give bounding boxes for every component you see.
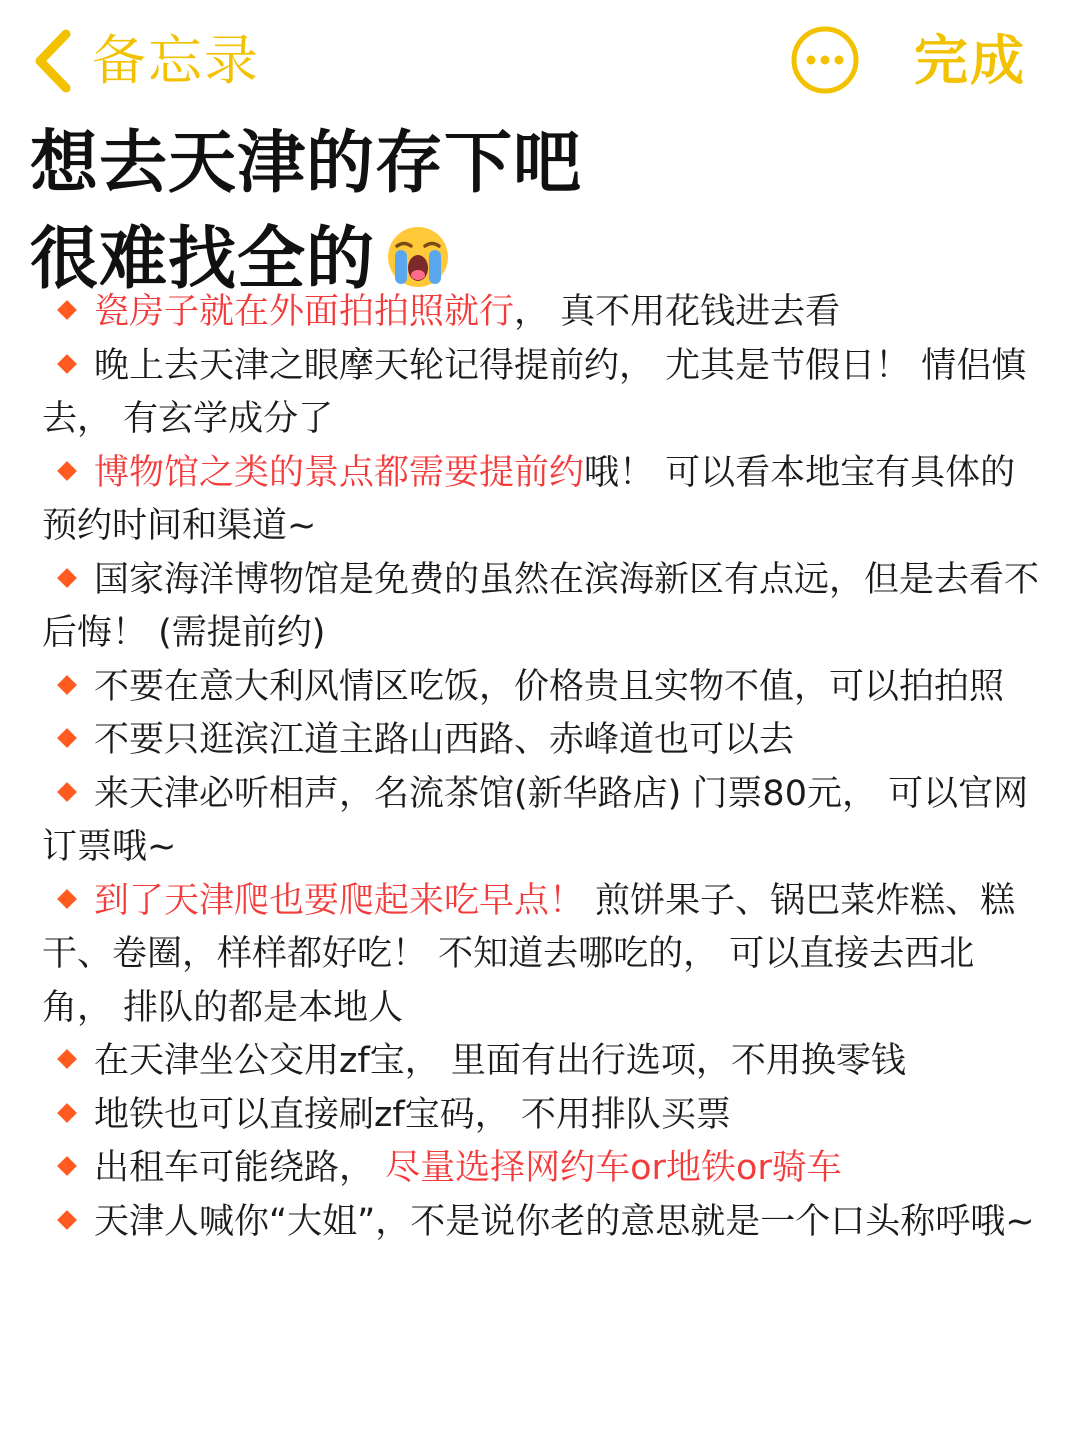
item-text: 在天津坐公交用zf宝， 里面有出行选项，不用换零钱 xyxy=(94,1041,906,1081)
list-item xyxy=(42,1142,1042,1196)
diamond-bullet-icon xyxy=(57,1103,77,1123)
note-title xyxy=(30,116,1050,308)
item-text: ， 真不用花钱进去看 xyxy=(514,292,841,332)
diamond-bullet-icon xyxy=(57,354,77,374)
diamond-bullet-icon xyxy=(57,300,77,320)
diamond-bullet-icon xyxy=(57,728,77,748)
chevron-left-icon xyxy=(30,28,74,94)
navigation-bar xyxy=(0,0,1080,120)
done-button[interactable]: 完成 xyxy=(914,29,1026,92)
tips-list xyxy=(42,286,1042,1249)
diamond-bullet-icon xyxy=(57,1049,77,1069)
item-text: 地铁也可以直接刷zf宝码， 不用排队买票 xyxy=(94,1094,731,1135)
diamond-bullet-icon xyxy=(57,568,77,588)
list-item xyxy=(42,714,1042,768)
item-text: 煎饼果子、锅巴菜炸糕、糕干、卷圈，样样都好吃！ 不知道去哪吃的， 可以直接去西北角， 排队的都是本地人 xyxy=(42,880,1016,1028)
item-text: 出租车可能绕路， xyxy=(94,1148,386,1188)
list-item xyxy=(42,1089,1042,1143)
list-item xyxy=(42,768,1042,875)
item-text: 晚上去天津之眼摩天轮记得提前约， 尤其是节假日！ 情侣慎去， 有玄学成分了 xyxy=(42,345,1027,439)
title-line-2-text: 很难找全的 xyxy=(30,220,376,299)
highlight-text: 到了天津爬也要爬起来吃早点！ xyxy=(94,880,585,921)
diamond-bullet-icon xyxy=(57,1156,77,1176)
item-text: 天津人喊你“大姐”，不是说你老的意思就是一个口头称呼哦~ xyxy=(94,1201,1035,1242)
list-item xyxy=(42,554,1042,661)
back-label: 备忘录 xyxy=(92,29,260,92)
item-text: 不要在意大利风情区吃饭，价格贵且实物不值，可以拍拍照 xyxy=(94,666,1005,707)
title-line-1: 想去天津的存下吧 xyxy=(30,124,583,203)
list-item xyxy=(42,286,1042,340)
item-text: 哦！ 可以看本地宝有具体的预约时间和渠道~ xyxy=(42,452,1016,546)
list-item xyxy=(42,875,1042,1036)
item-text: 来天津必听相声，名流茶馆(新华路店) 门票80元， 可以官网订票哦~ xyxy=(42,773,1029,867)
highlight-text: 尽量选择网约车or地铁or骑车 xyxy=(385,1148,842,1188)
back-button[interactable] xyxy=(30,28,260,94)
list-item xyxy=(42,1035,1042,1089)
highlight-text: 博物馆之类的景点都需要提前约 xyxy=(94,452,585,493)
diamond-bullet-icon xyxy=(57,461,77,481)
ellipsis-circle-icon[interactable] xyxy=(790,25,860,95)
item-text: 不要只逛滨江道主路山西路、赤峰道也可以去 xyxy=(94,720,795,760)
list-item xyxy=(42,447,1042,554)
list-item xyxy=(42,340,1042,447)
diamond-bullet-icon xyxy=(57,1210,77,1230)
list-item xyxy=(42,661,1042,715)
loudly-crying-face-icon xyxy=(385,224,451,290)
diamond-bullet-icon xyxy=(57,782,77,802)
diamond-bullet-icon xyxy=(57,675,77,695)
list-item xyxy=(42,1196,1042,1250)
diamond-bullet-icon xyxy=(57,889,77,909)
highlight-text: 瓷房子就在外面拍拍照就行 xyxy=(94,292,515,332)
item-text: 国家海洋博物馆是免费的虽然在滨海新区有点远，但是去看不后悔！ (需提前约) xyxy=(42,559,1040,653)
